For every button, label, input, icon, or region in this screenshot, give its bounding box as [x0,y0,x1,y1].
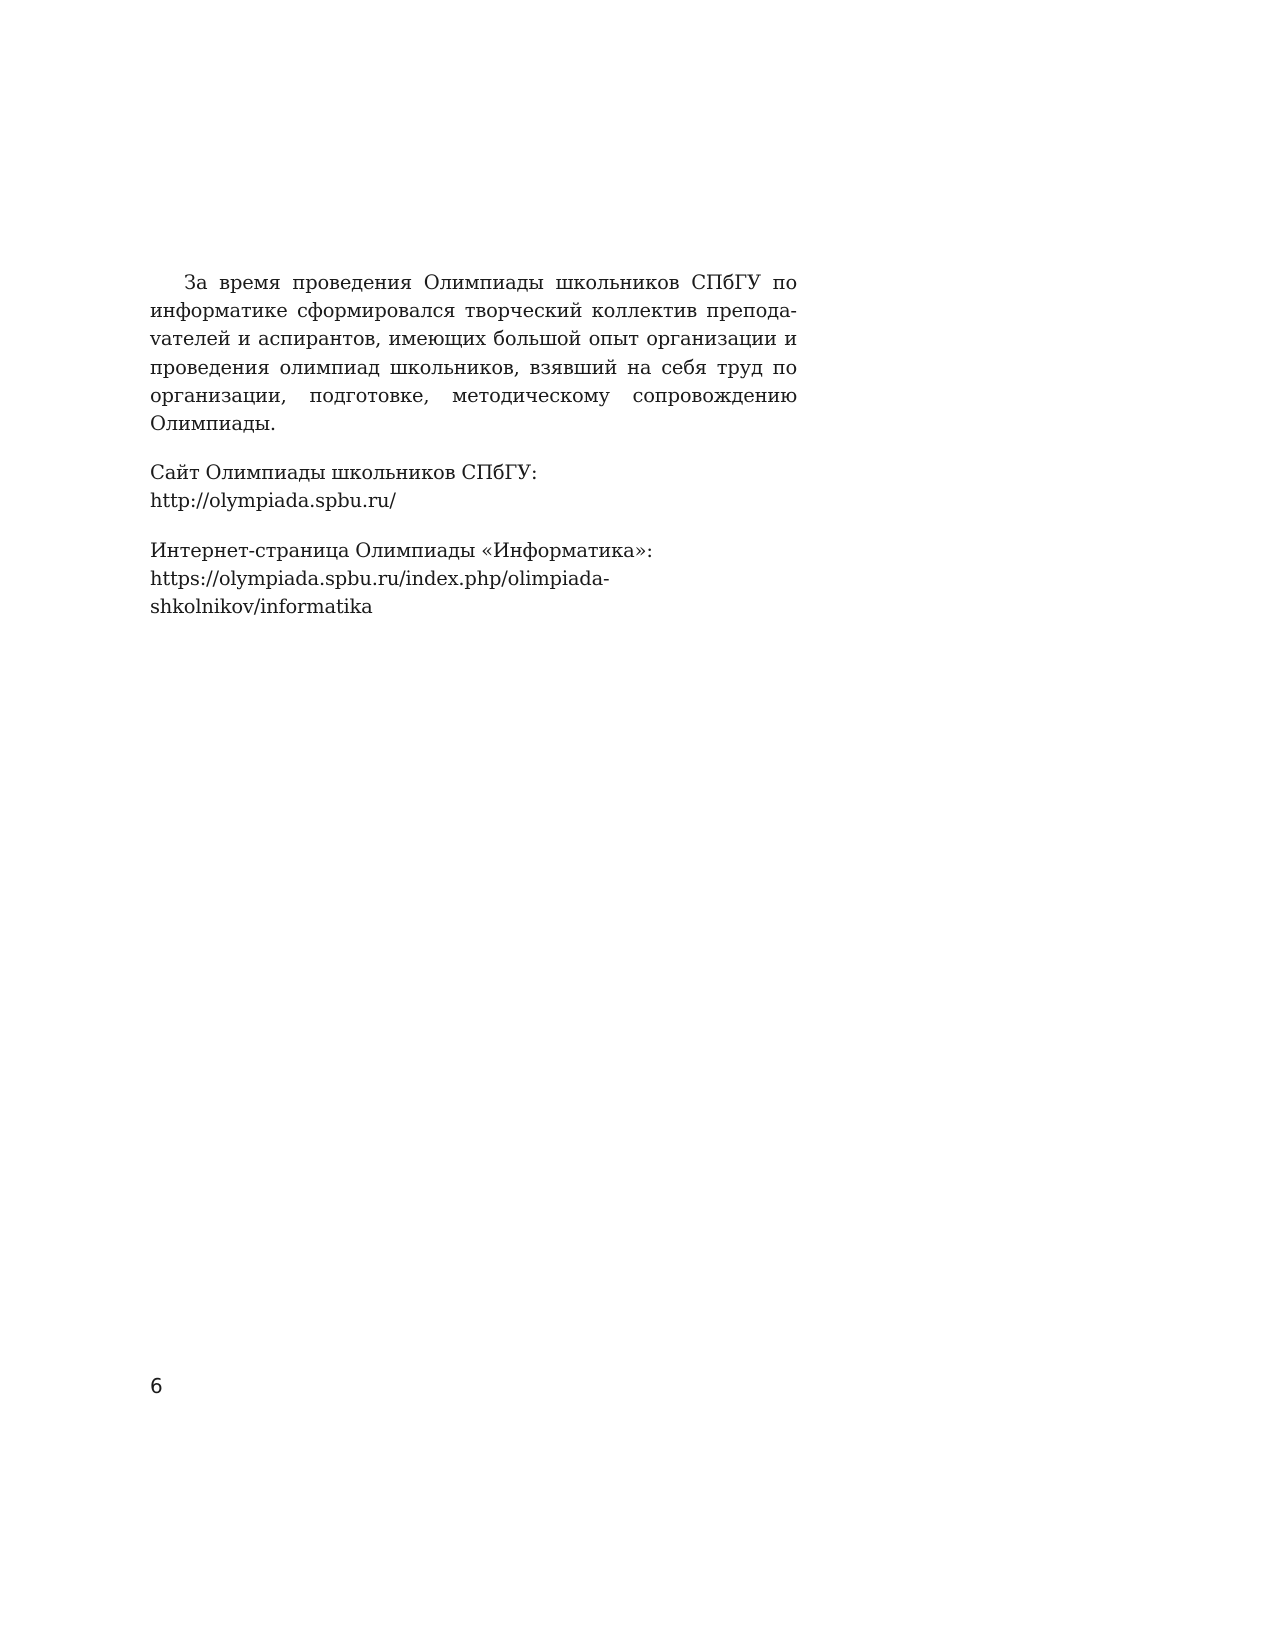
main-text-block [150,269,797,642]
informatics-page-label: Интернет-страница Олимпиады «Информатика»: [150,538,653,562]
page-number: 6 [150,1374,163,1398]
intro-paragraph: За время проведения Олимпиады школьников СПбГУ по информатике сформировался творческий коллектив преподаvателей и аспирантов, имеющих большой опыт организации и проведения олимпиад школьников, взявший на себя труд по организации, подготовке, методическому сопровождению Олимпиады. [150,271,797,436]
site-info [150,459,797,515]
informatics-page-url-link[interactable] [150,565,797,621]
informatics-page-info [150,537,797,622]
informatics-url-line2[interactable]: shkolnikov/informatika [150,595,373,619]
site-label: Сайт Олимпиады школьников СПбГУ: [150,461,538,485]
informatics-url-line1[interactable]: https://olympiada.spbu.ru/index.php/olimpiada- [150,566,610,590]
site-url-link[interactable]: http://olympiada.spbu.ru/ [150,489,396,513]
